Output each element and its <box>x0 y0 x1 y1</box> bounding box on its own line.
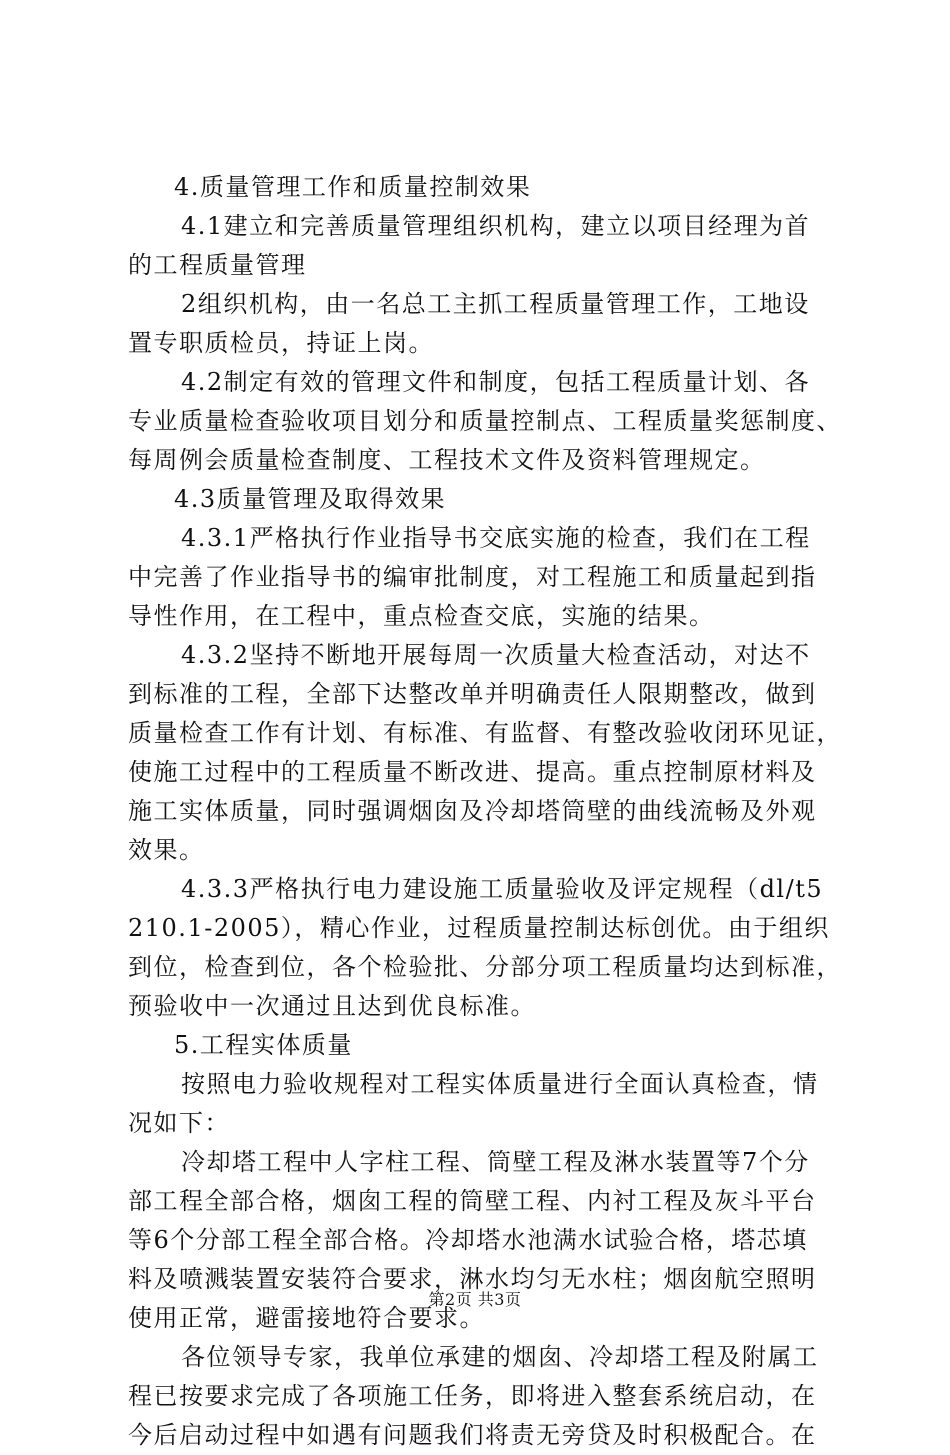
paragraph-line: 使施工过程中的工程质量不断改进、提高。重点控制原材料及 <box>128 758 817 786</box>
paragraph-line: 4.2制定有效的管理文件和制度，包括工程质量计划、各 <box>181 368 811 396</box>
paragraph-line: 到标准的工程，全部下达整改单并明确责任人限期整改，做到 <box>128 680 817 708</box>
paragraph-line: 210.1-2005），精心作业，过程质量控制达标创优。由于组织 <box>128 914 830 942</box>
section-heading: 4.3质量管理及取得效果 <box>174 485 447 513</box>
paragraph-line: 4.3.1严格执行作业指导书交底实施的检查，我们在工程 <box>181 524 811 552</box>
paragraph-line: 程已按要求完成了各项施工任务，即将进入整套系统启动，在 <box>128 1382 817 1410</box>
paragraph-line: 今后启动过程中如遇有问题我们将责无旁贷及时积极配合。在 <box>128 1421 817 1449</box>
paragraph-line: 质量检查工作有计划、有标准、有监督、有整改验收闭环见证， <box>128 719 842 747</box>
paragraph-line: 料及喷溅装置安装符合要求，淋水均匀无水柱；烟囱航空照明 <box>128 1265 817 1293</box>
paragraph-line: 冷却塔工程中人字柱工程、筒壁工程及淋水装置等7个分 <box>181 1148 810 1176</box>
paragraph-line: 2组织机构，由一名总工主抓工程质量管理工作，工地设 <box>181 290 810 318</box>
paragraph-line: 部工程全部合格，烟囱工程的筒壁工程、内衬工程及灰斗平台 <box>128 1187 817 1215</box>
paragraph-line: 4.1建立和完善质量管理组织机构，建立以项目经理为首 <box>181 212 811 240</box>
paragraph-line: 4.3.2坚持不断地开展每周一次质量大检查活动，对达不 <box>181 641 811 669</box>
paragraph-line: 施工实体质量，同时强调烟囱及冷却塔筒壁的曲线流畅及外观 <box>128 797 817 825</box>
section-heading: 5.工程实体质量 <box>174 1031 353 1059</box>
paragraph-line: 专业质量检查验收项目划分和质量控制点、工程质量奖惩制度、 <box>128 407 842 435</box>
paragraph-line: 4.3.3严格执行电力建设施工质量验收及评定规程（dl/t5 <box>181 875 824 903</box>
section-heading: 4.质量管理工作和质量控制效果 <box>174 173 532 201</box>
paragraph-line: 每周例会质量检查制度、工程技术文件及资料管理规定。 <box>128 446 766 474</box>
paragraph-line: 中完善了作业指导书的编审批制度，对工程施工和质量起到指 <box>128 563 817 591</box>
paragraph-line: 按照电力验收规程对工程实体质量进行全面认真检查，情 <box>181 1070 819 1098</box>
paragraph-line: 到位，检查到位，各个检验批、分部分项工程质量均达到标准， <box>128 953 842 981</box>
paragraph-line: 预验收中一次通过且达到优良标准。 <box>128 992 536 1020</box>
paragraph-line: 况如下： <box>128 1109 230 1137</box>
paragraph-line: 等6个分部工程全部合格。冷却塔水池满水试验合格，塔芯填 <box>128 1226 808 1254</box>
page-number-footer: 第2页 共3页 <box>428 1290 522 1309</box>
paragraph-line: 效果。 <box>128 836 205 864</box>
paragraph-line: 使用正常，避雷接地符合要求。 <box>128 1304 485 1332</box>
document-body <box>128 168 848 1455</box>
paragraph-line: 各位领导专家，我单位承建的烟囱、冷却塔工程及附属工 <box>181 1343 819 1371</box>
paragraph-line: 置专职质检员，持证上岗。 <box>128 329 434 357</box>
paragraph-line: 导性作用，在工程中，重点检查交底，实施的结果。 <box>128 602 715 630</box>
paragraph-line: 的工程质量管理 <box>128 251 307 279</box>
